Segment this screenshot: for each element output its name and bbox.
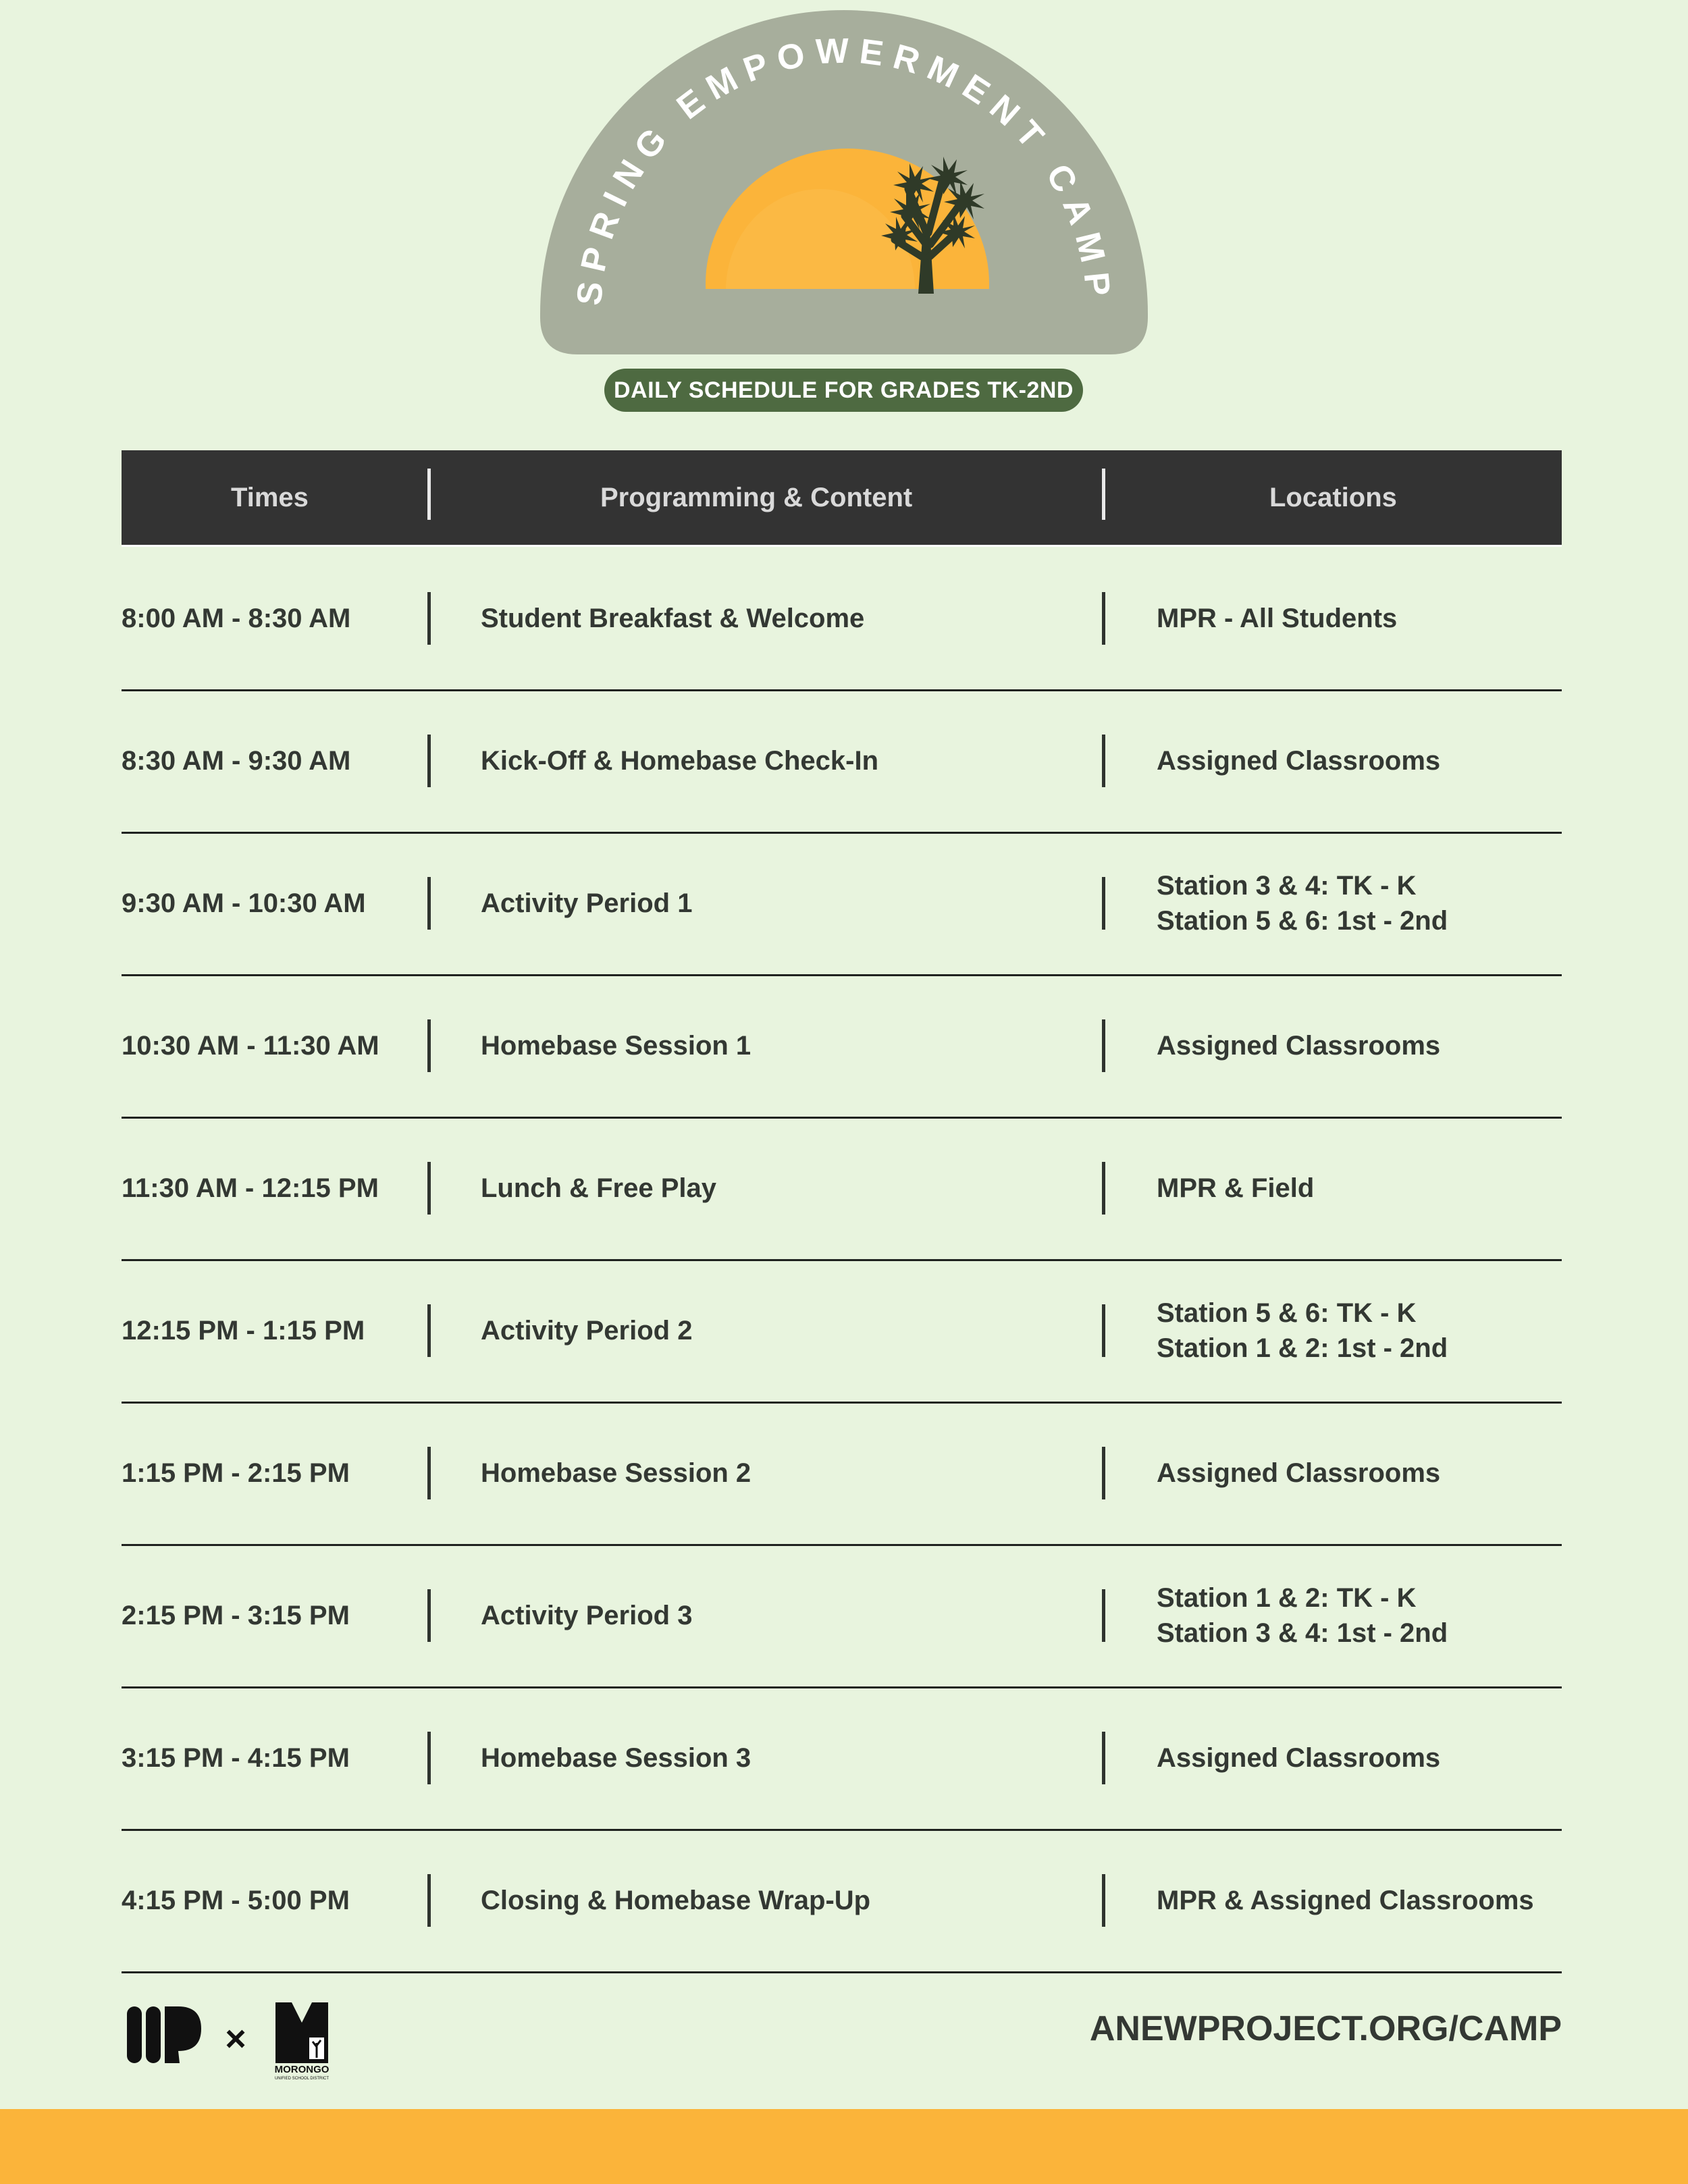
column-header-programming: Programming & Content xyxy=(600,482,913,512)
morongo-district-logo-icon xyxy=(275,2002,329,2081)
partner-separator: × xyxy=(225,2019,246,2059)
column-divider xyxy=(427,877,431,930)
column-divider xyxy=(1102,1019,1105,1072)
row-program: Activity Period 2 xyxy=(481,1315,693,1346)
column-divider xyxy=(1102,469,1105,520)
row-time: 4:15 PM - 5:00 PM xyxy=(122,1885,350,1915)
column-divider xyxy=(427,1732,431,1784)
column-divider xyxy=(1102,1874,1105,1927)
row-time: 9:30 AM - 10:30 AM xyxy=(122,888,366,918)
column-divider xyxy=(1102,1589,1105,1642)
row-time: 2:15 PM - 3:15 PM xyxy=(122,1600,350,1630)
column-divider xyxy=(427,1162,431,1215)
logo-arc-text: SPRING EMPOWERMENT CAMP xyxy=(569,31,1119,307)
row-location: MPR & Assigned Classrooms xyxy=(1157,1885,1534,1915)
schedule-subtitle: DAILY SCHEDULE FOR GRADES TK-2ND xyxy=(604,369,1083,412)
row-location: Assigned Classrooms xyxy=(1157,1458,1441,1488)
camp-logo xyxy=(537,0,1151,365)
row-location: Assigned Classrooms xyxy=(1157,1030,1441,1061)
column-divider xyxy=(427,1874,431,1927)
column-header-locations: Locations xyxy=(1269,482,1397,512)
row-location: Station 5 & 6: TK - K Station 1 & 2: 1st - 2nd xyxy=(1157,1298,1448,1363)
table-row xyxy=(122,547,1562,691)
column-divider xyxy=(1102,1447,1105,1499)
row-time: 3:15 PM - 4:15 PM xyxy=(122,1742,350,1773)
website-url[interactable]: ANEWPROJECT.ORG/CAMP xyxy=(1089,2009,1562,2048)
row-time: 8:30 AM - 9:30 AM xyxy=(122,745,351,776)
row-location: Station 1 & 2: TK - K Station 3 & 4: 1st - 2nd xyxy=(1157,1582,1448,1648)
column-divider xyxy=(1102,735,1105,787)
column-divider xyxy=(427,592,431,645)
row-program: Kick-Off & Homebase Check-In xyxy=(481,745,879,776)
column-divider xyxy=(427,1304,431,1357)
svg-text:MORONGO: MORONGO xyxy=(274,2064,329,2075)
row-time: 1:15 PM - 2:15 PM xyxy=(122,1458,350,1488)
row-location: Assigned Classrooms xyxy=(1157,745,1441,776)
column-header-times: Times xyxy=(231,482,309,512)
table-row xyxy=(122,1259,1562,1404)
table-row xyxy=(122,1117,1562,1261)
partner-logos xyxy=(122,1998,351,2083)
row-program: Student Breakfast & Welcome xyxy=(481,603,865,633)
table-header xyxy=(122,450,1562,547)
row-time: 11:30 AM - 12:15 PM xyxy=(122,1173,379,1203)
row-program: Activity Period 1 xyxy=(481,888,693,918)
row-time: 10:30 AM - 11:30 AM xyxy=(122,1030,379,1061)
table-row xyxy=(122,1402,1562,1546)
row-program: Lunch & Free Play xyxy=(481,1173,716,1203)
row-location: Assigned Classrooms xyxy=(1157,1742,1441,1773)
accent-bar xyxy=(0,2109,1688,2184)
row-program: Activity Period 3 xyxy=(481,1600,693,1630)
table-row xyxy=(122,689,1562,834)
column-divider xyxy=(427,735,431,787)
anew-project-logo-icon xyxy=(127,2006,201,2063)
column-divider xyxy=(1102,592,1105,645)
table-row xyxy=(122,1686,1562,1831)
column-divider xyxy=(427,1019,431,1072)
table-row xyxy=(122,1829,1562,1973)
column-divider xyxy=(427,469,431,520)
svg-text:UNIFIED SCHOOL DISTRICT: UNIFIED SCHOOL DISTRICT xyxy=(274,2077,329,2081)
row-location: MPR - All Students xyxy=(1157,603,1398,633)
row-time: 12:15 PM - 1:15 PM xyxy=(122,1315,365,1346)
row-time: 8:00 AM - 8:30 AM xyxy=(122,603,351,633)
row-location: MPR & Field xyxy=(1157,1173,1315,1203)
table-row xyxy=(122,1544,1562,1688)
column-divider xyxy=(427,1589,431,1642)
column-divider xyxy=(1102,1162,1105,1215)
row-program: Homebase Session 1 xyxy=(481,1030,751,1061)
row-program: Homebase Session 2 xyxy=(481,1458,751,1488)
table-row xyxy=(122,974,1562,1119)
row-program: Closing & Homebase Wrap-Up xyxy=(481,1885,871,1915)
row-program: Homebase Session 3 xyxy=(481,1742,751,1773)
column-divider xyxy=(427,1447,431,1499)
column-divider xyxy=(1102,1732,1105,1784)
column-divider xyxy=(1102,1304,1105,1357)
table-row xyxy=(122,832,1562,976)
row-location: Station 3 & 4: TK - K Station 5 & 6: 1st - 2nd xyxy=(1157,870,1448,936)
column-divider xyxy=(1102,877,1105,930)
